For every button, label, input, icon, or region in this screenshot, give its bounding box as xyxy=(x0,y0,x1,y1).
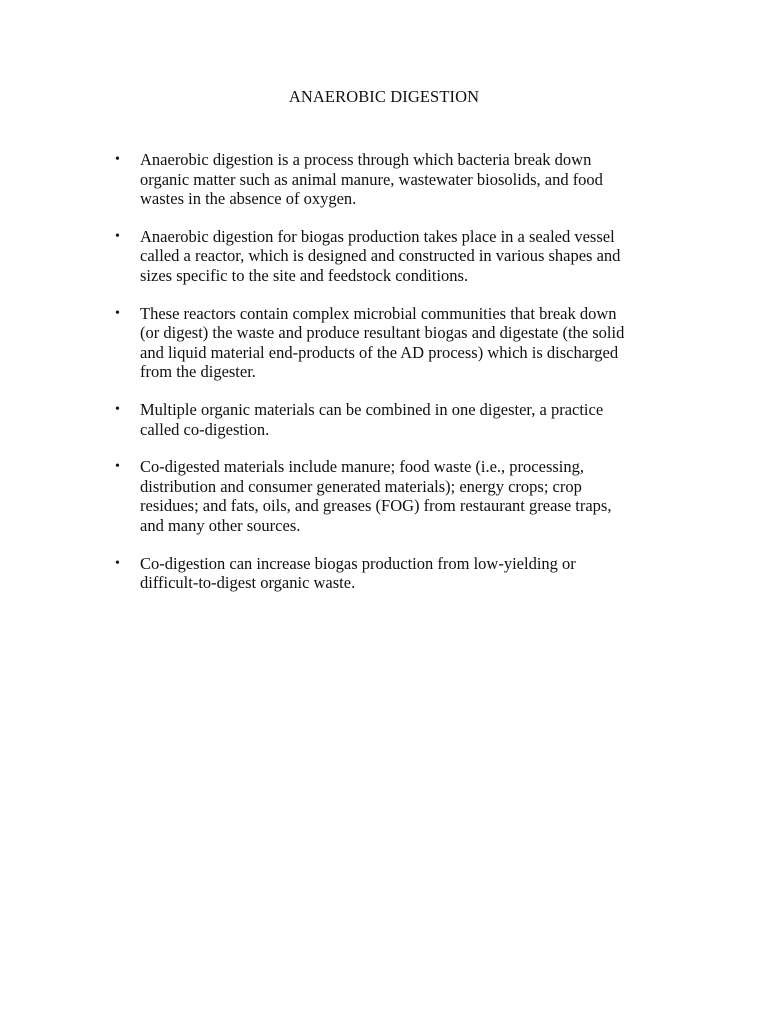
bullet-list xyxy=(113,150,673,611)
bullet-icon: • xyxy=(115,305,120,321)
bullet-icon: • xyxy=(115,228,120,244)
bullet-text-5: Co-digested materials include manure; food waste (i.e., processing, distribution and consumer generated materials); energy crops; crop residues; and fats, oils, and greases (FOG) from restaurant grease traps, and many other sources. xyxy=(140,457,612,535)
bullet-text-1: Anaerobic digestion is a process through which bacteria break down organic matter such as animal manure, wastewater biosolids, and food wastes in the absence of oxygen. xyxy=(140,150,603,209)
bullet-text-3: These reactors contain complex microbial communities that break down (or digest) the waste and produce resultant biogas and digestate (the solid and liquid material end-products of the AD process) which is discharged from the digester. xyxy=(140,303,625,382)
bullet-item-4 xyxy=(113,400,673,439)
bullet-item-5 xyxy=(113,457,673,535)
bullet-text-2: Anaerobic digestion for biogas production takes place in a sealed vessel called a reactor, which is designed and constructed in various shapes and sizes specific to the site and feedstock conditions. xyxy=(140,226,621,285)
bullet-text-6: Co-digestion can increase biogas production from low-yielding or difficult-to-digest organic waste. xyxy=(140,553,576,593)
bullet-icon: • xyxy=(115,459,120,475)
bullet-icon: • xyxy=(115,152,120,167)
bullet-icon: • xyxy=(115,401,120,417)
bullet-item-6 xyxy=(113,554,673,593)
document-title: ANAEROBIC DIGESTION xyxy=(288,87,480,106)
bullet-item-3 xyxy=(113,304,673,382)
bullet-icon: • xyxy=(115,555,120,571)
bullet-text-4: Multiple organic materials can be combined in one digester, a practice called co-digestion. xyxy=(140,399,604,439)
bullet-item-2 xyxy=(113,227,673,286)
bullet-item-1 xyxy=(113,150,673,209)
